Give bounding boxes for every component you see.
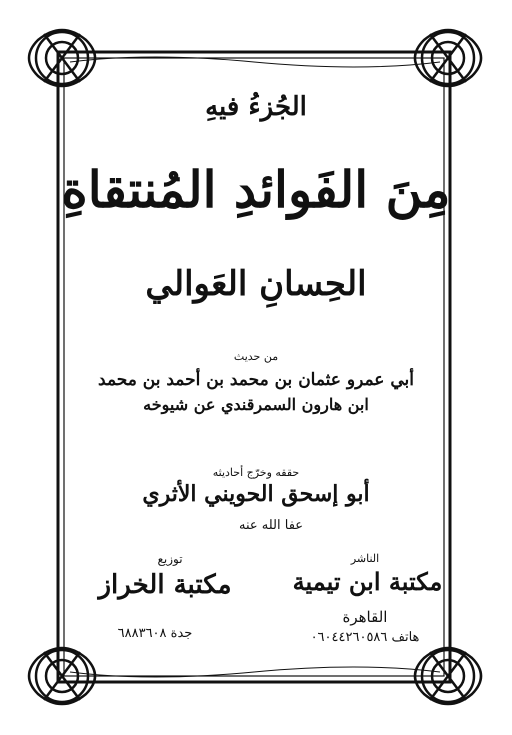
distributor-name: مكتبة الخراز bbox=[98, 570, 232, 600]
publisher-phone: هاتف ٠٦٠٤٤٢٦٠٥٨٦ bbox=[310, 630, 420, 645]
narrator-line-1: أبي عمرو عثمان بن محمد بن أحمد بن محمد bbox=[98, 370, 414, 390]
editor-intro: حققه وخرّج أحاديثه bbox=[212, 466, 300, 479]
main-title: مِنَ الفَوائدِ المُنتقاةِ bbox=[61, 160, 451, 219]
publisher-city: القاهرة bbox=[342, 608, 388, 626]
distributor-phone: جدة ٦٨٨٣٦٠٨ bbox=[117, 626, 193, 641]
publisher-label: الناشر bbox=[350, 552, 380, 565]
part-heading: الجُزءُ فيهِ bbox=[205, 92, 307, 122]
narrator-line-2: ابن هارون السمرقندي عن شيوخه bbox=[143, 395, 369, 414]
distributor-label: توزيع bbox=[157, 552, 183, 566]
subtitle: الحِسانِ العَوالي bbox=[145, 264, 367, 304]
editor-name: أبو إسحق الحويني الأثري bbox=[142, 481, 370, 507]
publisher-name: مكتبة ابن تيمية bbox=[292, 567, 443, 596]
editor-blessing: عفا الله عنه bbox=[238, 518, 304, 533]
hadith-intro: من حديث bbox=[233, 350, 279, 363]
